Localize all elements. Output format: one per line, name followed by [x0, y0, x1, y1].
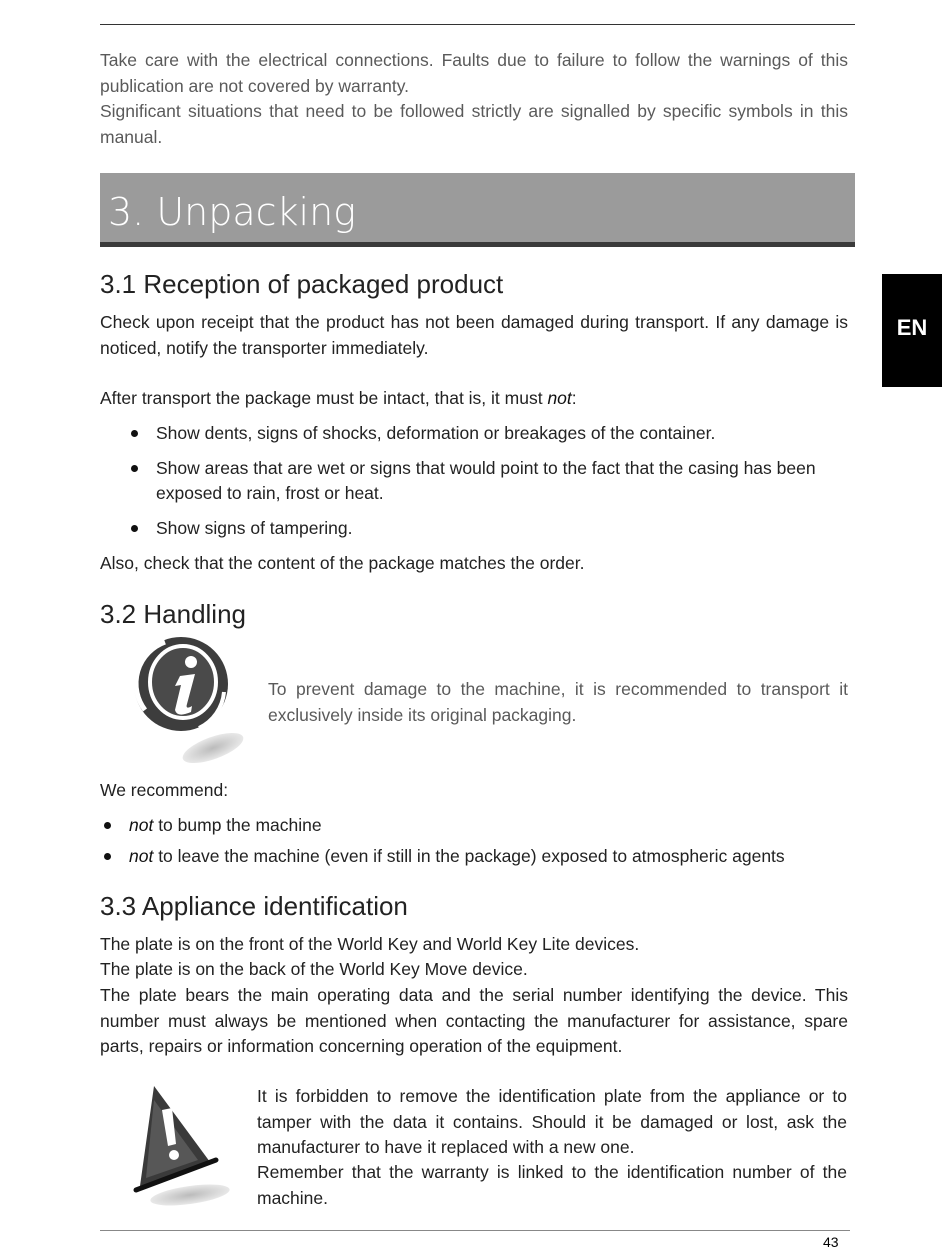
warning-paragraph-2: Remember that the warranty is linked to the identification number of the machine. — [257, 1162, 847, 1208]
recommend-list — [129, 813, 849, 874]
intro-paragraph-2: Significant situations that need to be followed strictly are signalled by specific symbols in this manual. — [100, 101, 848, 147]
chapter-title: 3. Unpacking — [108, 190, 356, 234]
paragraph-2-lead: After transport the package must be intact, that is, it must — [100, 388, 543, 408]
handling-info-note: To prevent damage to the machine, it is recommended to transport it exclusively inside its original packaging. — [268, 679, 848, 725]
list-item-text: to bump the machine — [153, 815, 322, 835]
info-icon — [125, 632, 250, 767]
list-item: Show signs of tampering. — [156, 516, 856, 542]
top-rule — [100, 24, 855, 25]
plate-back-line: The plate is on the back of the World Key Move device. — [100, 959, 528, 979]
section-3-1-paragraph-3: Also, check that the content of the package matches the order. — [100, 553, 585, 573]
list-item — [129, 844, 849, 870]
list-item: Show areas that are wet or signs that would point to the fact that the casing has been exposed to rain, frost or heat. — [156, 456, 856, 507]
plate-front-line: The plate is on the front of the World Key and World Key Lite devices. — [100, 934, 640, 954]
emphasis-not: not — [129, 815, 154, 835]
recommend-label: We recommend: — [100, 780, 229, 800]
warning-icon — [132, 1080, 237, 1210]
section-3-1-paragraph-1: Check upon receipt that the product has not been damaged during transport. If any damage is noticed, notify the transporter immediately. — [100, 312, 848, 358]
list-item: Show dents, signs of shocks, deformation or breakages of the container. — [156, 421, 856, 447]
emphasis-not: not — [129, 845, 154, 866]
emphasis-not: not — [547, 388, 572, 408]
plate-data-paragraph: The plate bears the main operating data and the serial number identifying the device. This number must always be mentioned when contacting the manufacturer for assistance, spare parts, repairs or information concerning operation of the equipment. — [100, 985, 848, 1056]
language-tab — [882, 274, 942, 387]
page-number: 43 — [823, 1234, 839, 1250]
section-3-3-heading: 3.3 Appliance identification — [100, 891, 408, 921]
chapter-banner — [100, 173, 855, 247]
list-item — [129, 813, 849, 839]
section-3-1-paragraph-2 — [100, 386, 848, 412]
warning-paragraph-1: It is forbidden to remove the identification plate from the appliance or to tamper with the data it contains. Should it be damaged or lost, ask the manufacturer to have it replaced with a new one. — [257, 1086, 847, 1157]
list-item-text: to leave the machine (even if still in the package) exposed to atmospheric agents — [153, 845, 785, 866]
bottom-rule — [100, 1230, 850, 1231]
section-3-1-heading: 3.1 Reception of packaged product — [100, 269, 504, 299]
language-tab-label: EN — [896, 315, 928, 340]
package-check-list — [156, 421, 856, 550]
paragraph-2-end: : — [571, 388, 577, 408]
intro-paragraph-1: Take care with the electrical connections. Faults due to failure to follow the warnings of this publication are not covered by warranty. — [100, 50, 848, 96]
section-3-2-heading: 3.2 Handling — [100, 599, 246, 629]
